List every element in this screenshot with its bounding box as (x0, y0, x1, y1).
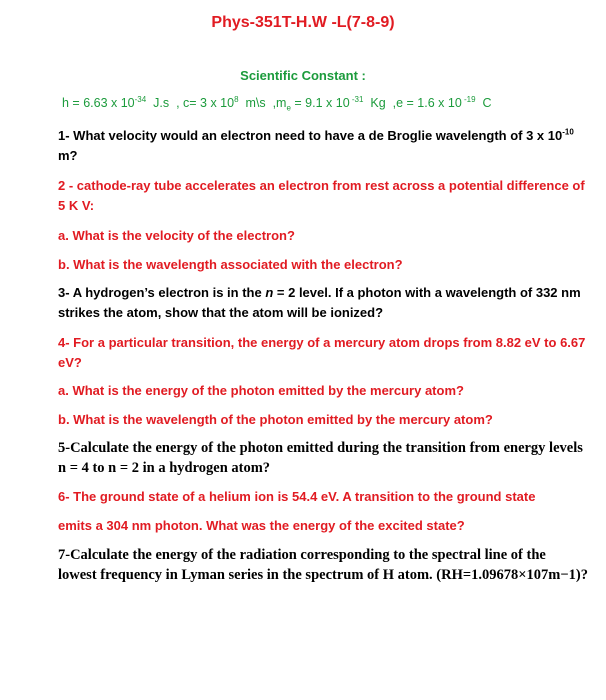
question-1 (58, 126, 588, 166)
question-5: 5-Calculate the energy of the photon emitted during the transition from energy levels n = 4 to n = 2 in a hydrogen atom? (58, 440, 583, 476)
question-2b: b. What is the wavelength associated with the electron? (58, 257, 403, 272)
electron-charge: Kg ,e = 1.6 x 10 (363, 96, 462, 110)
page-title: Phys-351T-H.W -L(7-8-9) (211, 14, 395, 31)
question-7: 7-Calculate the energy of the radiation corresponding to the spectral line of the lowest frequency in Lyman series in the spectrum of H atom. (RH=1.09678×107m−1)? (58, 547, 588, 583)
charge-unit: C (475, 96, 492, 110)
question-6-line-1: 6- The ground state of a helium ion is 54.4 eV. A transition to the ground state (58, 489, 536, 504)
question-4a: a. What is the energy of the photon emitted by the mercury atom? (58, 383, 464, 398)
question-2: 2 - cathode-ray tube accelerates an electron from rest across a potential difference of 5 K V: (58, 178, 585, 213)
question-1-exponent: -10 (562, 127, 574, 137)
question-3 (58, 283, 588, 323)
electron-mass: = 9.1 x 10 (290, 96, 350, 110)
question-3-rest: = 2 level. If a photon with a wavelength of 332 nm strikes the atom, show that the atom will be ionized? (58, 285, 581, 320)
mass-exponent: -31 (349, 94, 364, 104)
question-1-text: 1- What velocity would an electron need to have a de Broglie wavelength of 3 x 10 (58, 128, 563, 143)
question-3-n: n (265, 285, 274, 300)
question-2a: a. What is the velocity of the electron? (58, 228, 295, 243)
planck-constant: h = 6.63 x 10 (62, 96, 135, 110)
question-4: 4- For a particular transition, the energy of a mercury atom drops from 8.82 eV to 6.67 eV? (58, 335, 586, 370)
electron-mass-subscript: e (286, 103, 291, 113)
electron-mass-label: m\s ,m (238, 96, 287, 110)
question-1-unit: m? (58, 148, 78, 163)
question-6-line-2: emits a 304 nm photon. What was the energy of the excited state? (58, 518, 465, 533)
question-4b: b. What is the wavelength of the photon emitted by the mercury atom? (58, 412, 493, 427)
light-exponent: 8 (234, 94, 239, 104)
charge-exponent: -19 (461, 94, 476, 104)
planck-exponent: -34 (134, 94, 147, 104)
constants-line (62, 94, 592, 113)
constants-heading: Scientific Constant : (240, 68, 366, 83)
question-3-text: 3- A hydrogen’s electron is in the (58, 285, 266, 300)
speed-of-light: J.s , c= 3 x 10 (146, 96, 235, 110)
